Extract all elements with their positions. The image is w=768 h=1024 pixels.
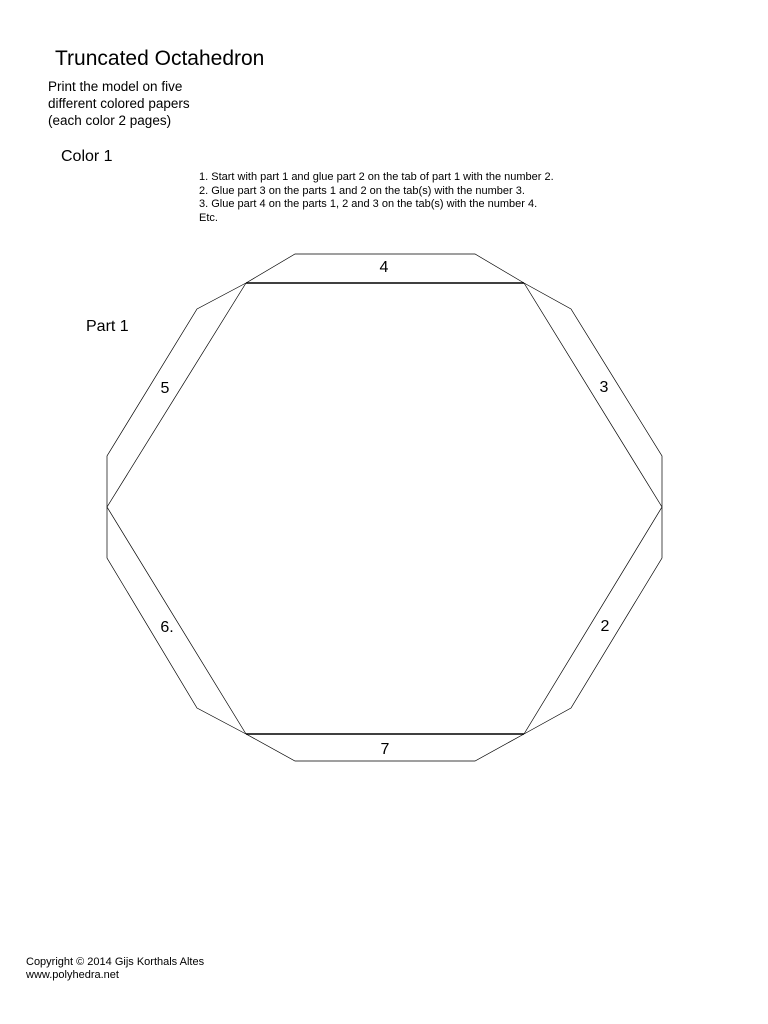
print-instructions-line: Print the model on five xyxy=(48,79,183,94)
part-label: Part 1 xyxy=(86,318,129,335)
color-label: Color 1 xyxy=(61,148,113,165)
print-instructions-line: (each color 2 pages) xyxy=(48,113,172,128)
fold-line-upper-right xyxy=(524,283,662,507)
website-link: www.polyhedra.net xyxy=(26,969,119,981)
assembly-step: Etc. xyxy=(199,211,218,224)
copyright-text: Copyright © 2014 Gijs Korthals Altes xyxy=(26,956,205,968)
page-title: Truncated Octahedron xyxy=(55,47,265,70)
tab-number-bottom: 7 xyxy=(380,741,390,758)
tab-number-top: 4 xyxy=(379,259,389,276)
assembly-step: 1. Start with part 1 and glue part 2 on the tab of part 1 with the number 2. xyxy=(199,171,554,183)
tab-number-upper-right: 3 xyxy=(599,379,609,396)
print-instructions-line: different colored papers xyxy=(48,96,190,111)
fold-line-upper-left xyxy=(107,283,246,507)
assembly-step: 3. Glue part 4 on the parts 1, 2 and 3 on the tab(s) with the number 4. xyxy=(199,198,538,210)
assembly-step: 2. Glue part 3 on the parts 1 and 2 on the tab(s) with the number 3. xyxy=(199,184,525,197)
fold-line-lower-right xyxy=(524,507,662,734)
tab-number-lower-right: 2 xyxy=(600,618,610,635)
fold-line-lower-left xyxy=(107,507,246,734)
tab-number-upper-left: 5 xyxy=(160,380,170,397)
footer xyxy=(26,956,204,982)
tab-number-lower-left: 6. xyxy=(160,619,174,636)
